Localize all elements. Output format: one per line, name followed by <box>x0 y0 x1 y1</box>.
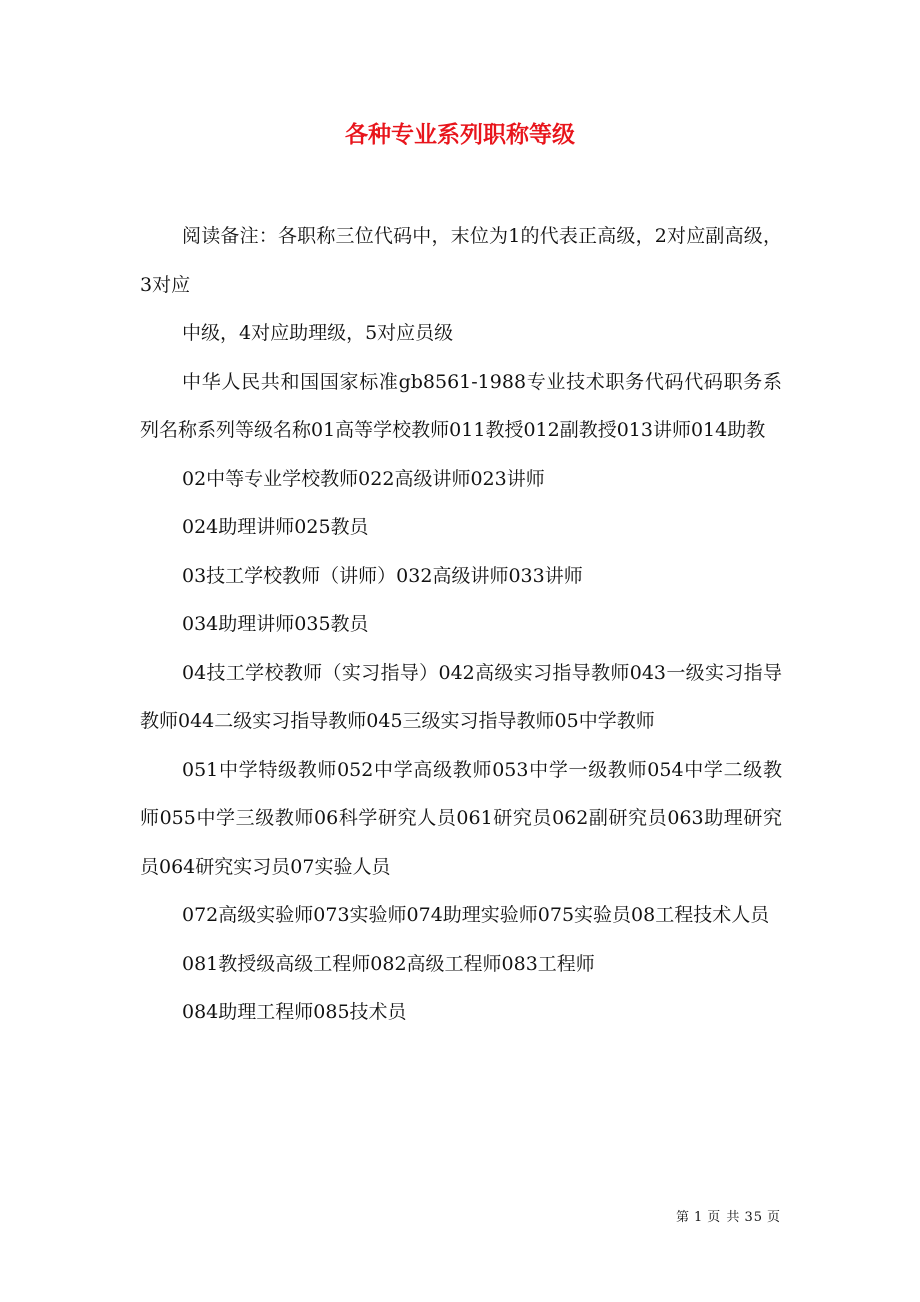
page-footer <box>676 1206 781 1225</box>
footer-prefix: 第 <box>676 1210 691 1225</box>
paragraph-084: 084助理工程师085技术员 <box>182 1001 407 1023</box>
paragraph-02: 02中等专业学校教师022高级讲师023讲师 <box>182 467 545 490</box>
paragraph-034: 034助理讲师035教员 <box>182 613 369 635</box>
paragraph-051: 051中学特级教师052中学高级教师053中学一级教师054中学二级教师055中学三级教师06科学研究人员061研究员062副研究员063助理研究员064研究实习员07实验人员 <box>140 758 782 878</box>
footer-middle: 页 共 <box>707 1210 741 1225</box>
footer-total-pages: 35 <box>744 1210 763 1225</box>
footer-suffix: 页 <box>766 1210 781 1225</box>
paragraph-reading-note-1: 阅读备注：各职称三位代码中，末位为1的代表正高级，2对应副高级，3对应 <box>140 225 782 296</box>
footer-page-number: 1 <box>694 1210 704 1225</box>
document-body <box>140 212 782 1037</box>
paragraph-072: 072高级实验师073实验师074助理实验师075实验员08工程技术人员 <box>182 904 770 926</box>
paragraph-081: 081教授级高级工程师082高级工程师083工程师 <box>182 952 595 975</box>
page-title: 各种专业系列职称等级 <box>345 121 575 148</box>
paragraph-024: 024助理讲师025教员 <box>182 516 369 538</box>
paragraph-04: 04技工学校教师（实习指导）042高级实习指导教师043一级实习指导教师044二级实习指导教师045三级实习指导教师05中学教师 <box>140 661 782 732</box>
paragraph-03: 03技工学校教师（讲师）032高级讲师033讲师 <box>182 564 583 587</box>
paragraph-standard-01: 中华人民共和国国家标准gb8561-1988专业技术职务代码代码职务系列名称系列等级名称01高等学校教师011教授012副教授013讲师014助教 <box>140 370 782 441</box>
paragraph-reading-note-2: 中级，4对应助理级，5对应员级 <box>182 322 454 344</box>
